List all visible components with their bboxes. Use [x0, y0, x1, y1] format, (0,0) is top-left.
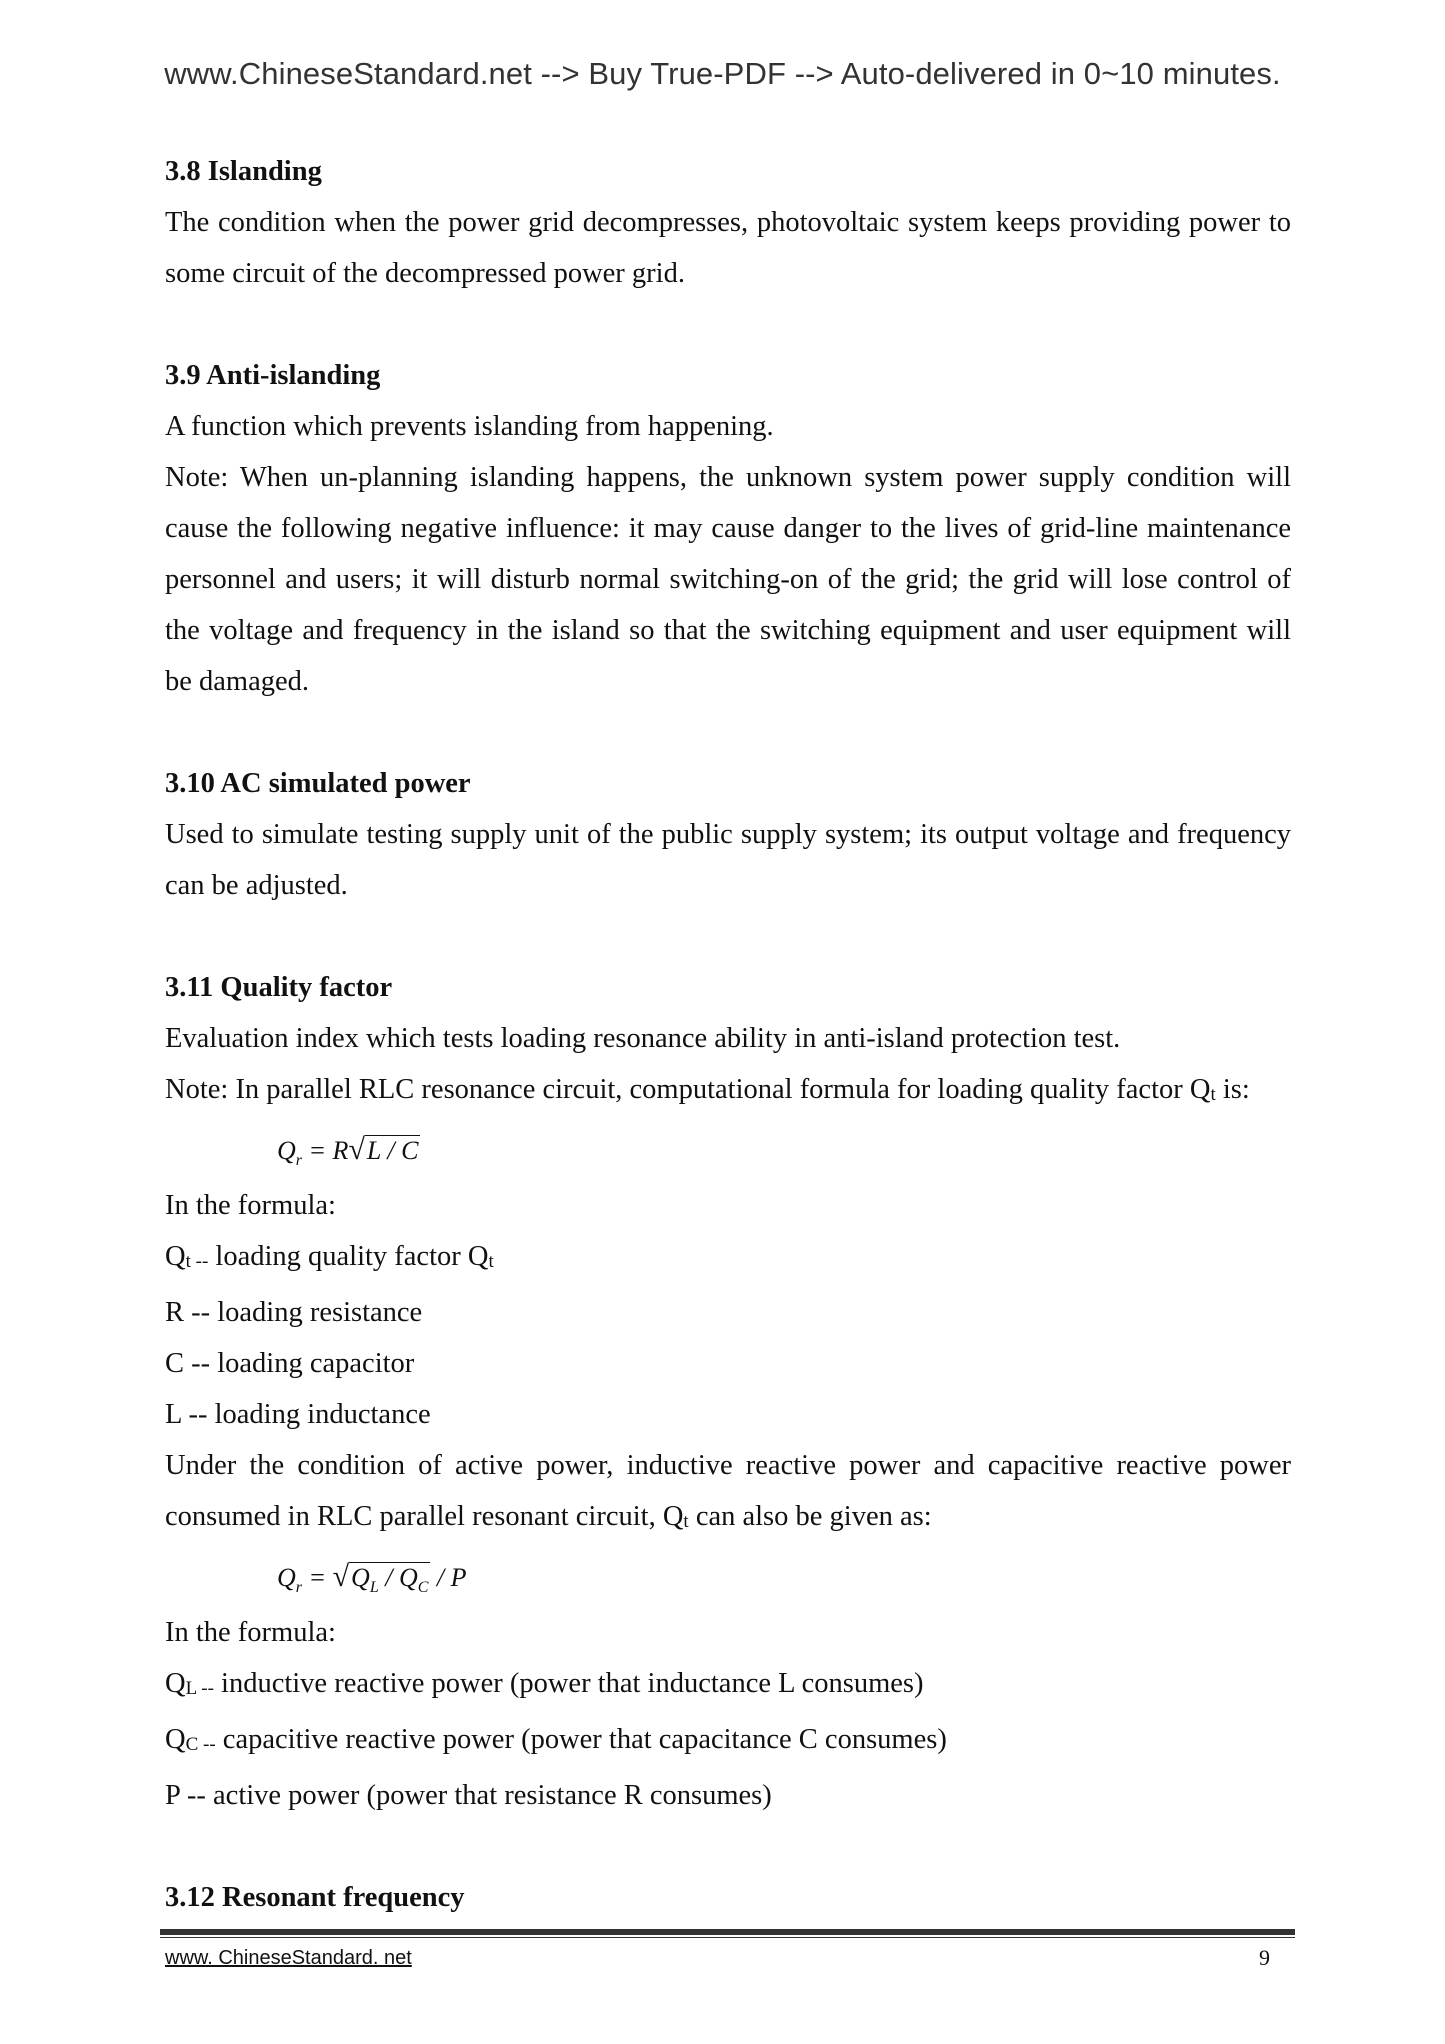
section-note-3-9: Note: When un-planning islanding happens, the unknown system power supply condition will cause the following negative influence: it may cause danger to the lives of grid-line maintenance personnel and users; it will disturb normal switching-on of the grid; the grid will lose control of the voltage and frequency in the island so that the switching equipment and user equipment will be damaged.: [165, 462, 1291, 697]
definition-r: R -- loading resistance: [165, 1297, 423, 1328]
formula-qt-rlc: $Q_r = R√L / C$: [277, 1133, 419, 1170]
section-note-3-11: Note: In parallel RLC resonance circuit, computational formula for loading quality factor Qt is:: [165, 1074, 1250, 1105]
footer-site-link[interactable]: www. ChineseStandard. net: [165, 1947, 412, 1969]
definition-qt: Qt -- loading quality factor Qt: [165, 1241, 494, 1272]
definition-c: C -- loading capacitor: [165, 1348, 415, 1379]
definition-p: P -- active power (power that resistance R consumes): [165, 1780, 772, 1811]
footer-rule-thin: [160, 1937, 1295, 1938]
section-heading-3-10: 3.10 AC simulated power: [165, 768, 471, 799]
section-heading-3-12: 3.12 Resonant frequency: [165, 1882, 465, 1913]
formula-qt-power: $Q_r = √Q_L / Q_C / P$: [165, 1547, 1291, 1607]
definition-l: L -- loading inductance: [165, 1399, 431, 1430]
definition-qc: QC -- capacitive reactive power (power that capacitance C consumes): [165, 1724, 947, 1755]
section-text-3-8: The condition when the power grid decompresses, photovoltaic system keeps providing power to some circuit of the decompressed power grid.: [165, 207, 1291, 289]
section-text-3-10: Used to simulate testing supply unit of the public supply system; its output voltage and frequency can be adjusted.: [165, 819, 1291, 901]
document-body: [165, 146, 1291, 1923]
section-text-3-11: Evaluation index which tests loading resonance ability in anti-island protection test.: [165, 1023, 1121, 1054]
top-banner: www.ChineseStandard.net --> Buy True-PDF --> Auto-delivered in 0~10 minutes.: [164, 56, 1281, 91]
definition-ql: QL -- inductive reactive power (power that inductance L consumes): [165, 1668, 924, 1699]
in-formula-label-1: In the formula:: [165, 1190, 336, 1221]
section-heading-3-11: 3.11 Quality factor: [165, 972, 393, 1003]
section-heading-3-8: 3.8 Islanding: [165, 156, 322, 187]
footer-rule-thick: [160, 1929, 1295, 1935]
condition-text: Under the condition of active power, inductive reactive power and capacitive reactive power consumed in RLC parallel resonant circuit, Qt can also be given as:: [165, 1450, 1291, 1532]
section-text-3-9: A function which prevents islanding from happening.: [165, 411, 774, 442]
page-number: 9: [1259, 1945, 1270, 1970]
in-formula-label-2: In the formula:: [165, 1617, 336, 1648]
section-heading-3-9: 3.9 Anti-islanding: [165, 360, 381, 391]
